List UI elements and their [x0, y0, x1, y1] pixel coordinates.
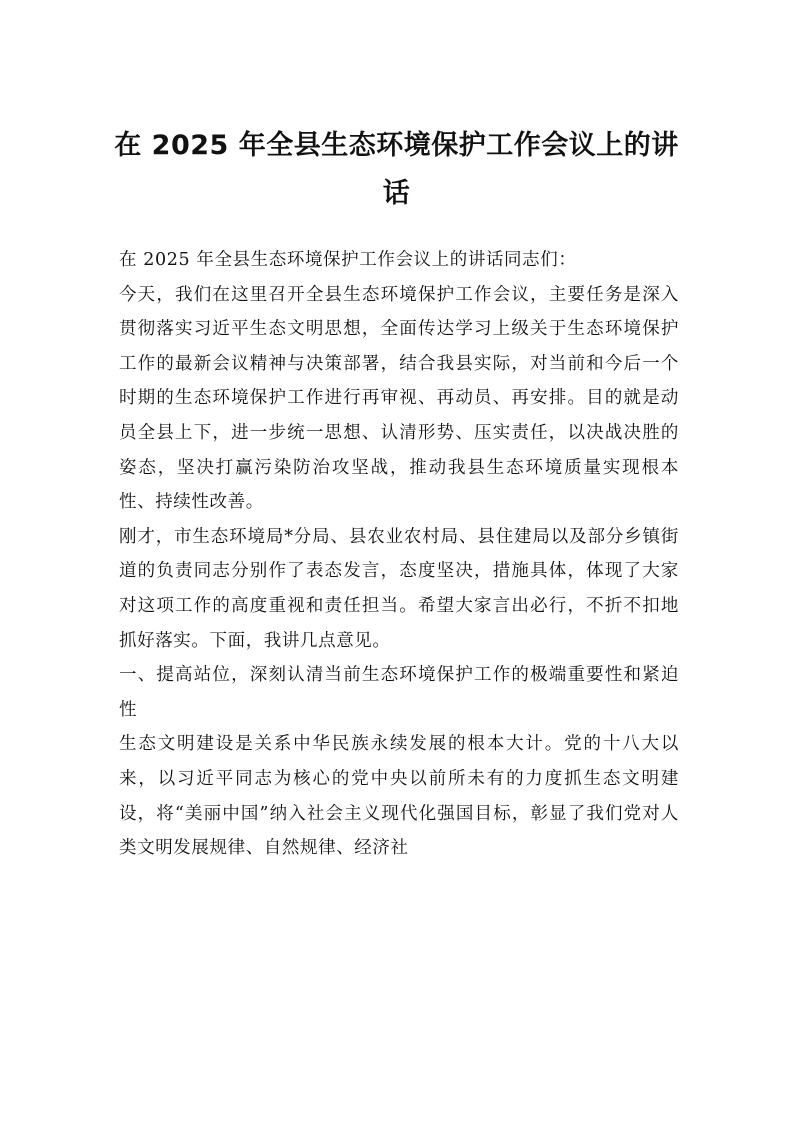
section-1-paragraph: 生态文明建设是关系中华民族永续发展的根本大计。党的十八大以来，以习近平同志为核心的党中央以前所未有的力度抓生态文明建设，将“美丽中国”纳入社会主义现代化强国目标，彰显了我们党对人类文明发展规律、自然规律、经济社 [119, 734, 679, 859]
document-body [119, 243, 679, 866]
section-heading-1: 一、提高站位，深刻认清当前生态环境保护工作的极端重要性和紧迫性 [119, 665, 679, 720]
greeting-paragraph: 在 2025 年全县生态环境保护工作会议上的讲话同志们： [119, 250, 577, 270]
statements-paragraph: 刚才，市生态环境局*分局、县农业农村局、县住建局以及部分乡镇街道的负责同志分别作了表态发言，态度坚决，措施具体，体现了大家对这项工作的高度重视和责任担当。希望大家言出必行，不折不扣地抓好落实。下面，我讲几点意见。 [119, 526, 679, 651]
opening-paragraph: 今天，我们在这里召开全县生态环境保护工作会议，主要任务是深入贯彻落实习近平生态文明思想，全面传达学习上级关于生态环境保护工作的最新会议精神与决策部署，结合我县实际，对当前和今后一个时期的生态环境保护工作进行再审视、再动员、再安排。目的就是动员全县上下，进一步统一思想、认清形势、压实责任，以决战决胜的姿态，坚决打赢污染防治攻坚战，推动我县生态环境质量实现根本性、持续性改善。 [119, 284, 679, 513]
document-title: 在 2025 年全县生态环境保护工作会议上的讲话 [114, 130, 679, 209]
